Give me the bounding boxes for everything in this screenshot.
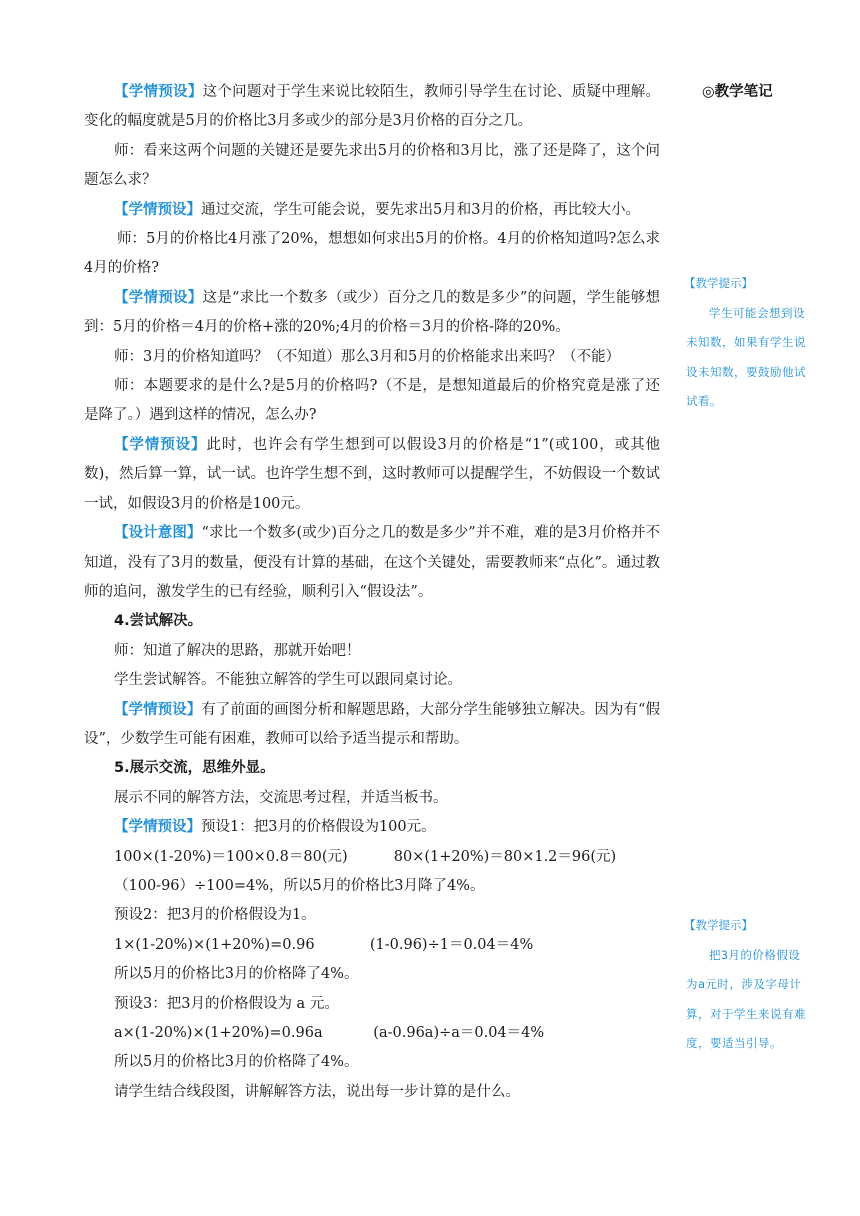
section-heading: 4.尝试解决。 [114,613,203,630]
teaching-tip-1 [686,269,810,417]
paragraph [84,813,660,842]
paragraph: 师：3月的价格知道吗？（不知道）那么3月和5月的价格能求出来吗？（不能） [114,348,621,365]
label-tag: 【设计意图】 [114,525,202,542]
teaching-tip-2 [686,911,810,1059]
paragraph [84,519,660,607]
teaching-tip-body: 把3月的价格假设为a元时，涉及字母计算，对于学生来说有难度，要适当引导。 [686,947,806,1050]
label-tag: 【学情预设】 [114,201,201,218]
label-tag: 【学情预设】 [114,819,201,836]
paragraph-text: “求比一个数多(或少)百分之几的数是多少”并不难，难的是3月价格并不知道，没有了3月的数量，便没有计算的基础，在这个关键处，需要教师来“点化”。通过教师的追问，激发学生的已有经验，顺利引入“假设法”。 [84,525,660,600]
paragraph-text: 此时，也许会有学生想到可以假设3月的价格是“1”(或100，或其他数)，然后算一算，试一试。也许学生想不到，这时教师可以提醒学生，不妨假设一个数试一试，如假设3月的价格是100元。 [84,436,661,512]
paragraph [84,196,660,225]
paragraph: 请学生结合线段图，讲解解答方法，说出每一步计算的是什么。 [114,1083,520,1100]
section-heading: 5.展示交流，思维外显。 [114,760,275,777]
teaching-tip-title: 【教学提示】 [684,276,753,290]
paragraph: 师：5月的价格比4月涨了20%，想想如何求出5月的价格。4月的价格知道吗?怎么求4月的价格? [84,231,660,277]
paragraph-text: 通过交流，学生可能会说，要先求出5月和3月的价格，再比较大小。 [201,201,640,218]
teaching-tip-body: 学生可能会想到设未知数，如果有学生说设未知数，要鼓励他试试看。 [686,305,806,408]
lesson-body [84,78,660,1107]
paragraph: 预设2：把3月的价格假设为1。 [114,907,316,924]
label-tag: 【学情预设】 [114,436,207,453]
paragraph: 预设3：把3月的价格假设为 a 元。 [114,995,339,1012]
calculation-line: a×(1-20%)×(1+20%)=0.96a (a-0.96a)÷a＝0.04＝4% [114,1025,545,1041]
paragraph-text: 这个问题对于学生来说比较陌生，教师引导学生在讨论、质疑中理解。变化的幅度就是5月的价格比3月多或少的部分是3月价格的百分之几。 [84,84,661,130]
label-tag: 【学情预设】 [114,701,202,718]
label-tag: 【学情预设】 [114,289,203,306]
paragraph: 所以5月的价格比3月的价格降了4%。 [114,1054,359,1071]
paragraph [84,431,660,519]
teaching-notes-title: ◎教学笔记 [702,84,773,100]
paragraph [84,284,660,343]
paragraph: 师：看来这两个问题的关键还是要先求出5月的价格和3月比，涨了还是降了，这个问题怎么求？ [84,142,660,189]
teaching-tip-title: 【教学提示】 [684,918,753,932]
paragraph: 学生尝试解答。不能独立解答的学生可以跟同桌讨论。 [114,672,462,689]
paragraph: 所以5月的价格比3月的价格降了4%。 [114,966,359,983]
paragraph: 师：知道了解决的思路，那就开始吧！ [114,642,361,659]
label-tag: 【学情预设】 [114,84,203,100]
paragraph-text: 预设1：把3月的价格假设为100元。 [201,819,436,836]
paragraph-text: 有了前面的画图分析和解题思路，大部分学生能够独立解决。因为有“假设”，少数学生可能有困难，教师可以给予适当提示和帮助。 [84,701,660,747]
paragraph-text: 这是“求比一个数多（或少）百分之几的数是多少”的问题，学生能够想到：5月的价格＝4月的价格+涨的20%;4月的价格＝3月的价格-降的20%。 [84,289,661,336]
paragraph: （100-96）÷100=4%，所以5月的价格比3月降了4%。 [114,877,485,894]
paragraph [84,696,660,755]
paragraph: 展示不同的解答方法，交流思考过程，并适当板书。 [114,789,448,806]
calculation-line: 100×(1-20%)＝100×0.8＝80(元) 80×(1+20%)＝80×1.2＝96(元) [114,848,617,865]
calculation-line: 1×(1-20%)×(1+20%)=0.96 (1-0.96)÷1＝0.04＝4% [114,936,534,953]
paragraph: 师：本题要求的是什么?是5月的价格吗?（不是，是想知道最后的价格究竟是涨了还是降了。）遇到这样的情况，怎么办? [84,378,660,424]
paragraph [84,78,660,137]
